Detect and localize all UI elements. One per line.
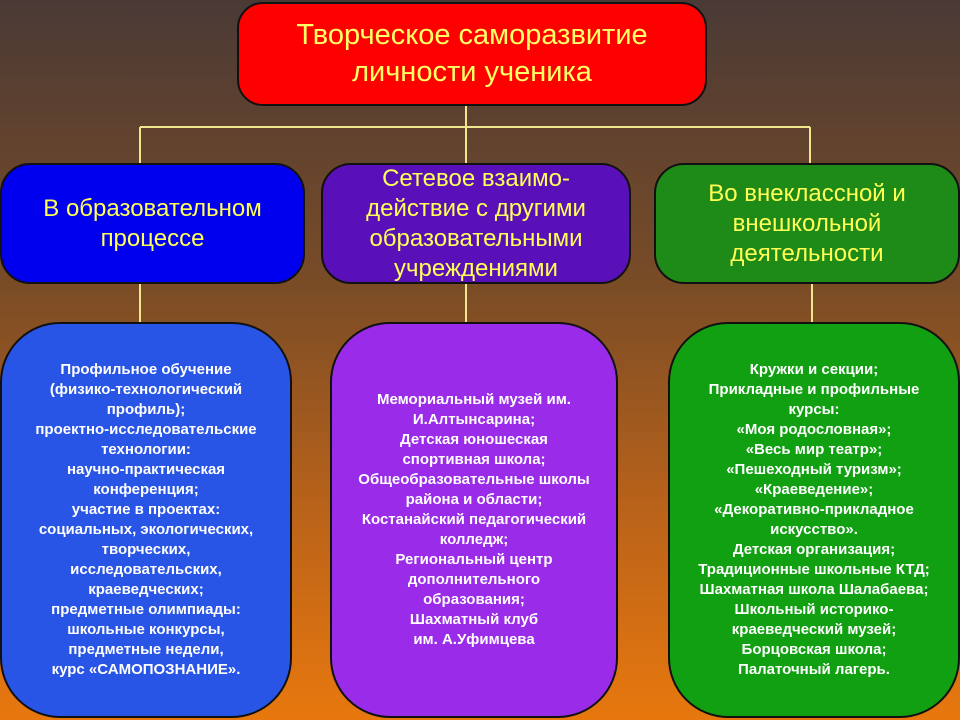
- root-node: [237, 2, 707, 106]
- branch-heading: Сетевое взаимо- действие с другими образовательными учреждениями: [366, 164, 586, 282]
- branch-node-extracurricular: [654, 163, 960, 284]
- branch-node-education-process: [0, 163, 305, 284]
- branch-node-network-interaction: [321, 163, 631, 284]
- detail-node-education-process: [0, 322, 292, 718]
- detail-list: Профильное обучение (физико-технологический профиль); проектно-исследовательские технологии: научно-практическая конференция; участие в проектах: социальных, экологических, творческих, исследовательских, краеведческих; предметные олимпиады: школьные конкурсы, предметные недели, курс «САМОПОЗНАНИЕ».: [35, 361, 257, 678]
- branch-heading: Во внеклассной и внешкольной деятельности: [708, 179, 906, 267]
- detail-list: Кружки и секции; Прикладные и профильные курсы: «Моя родословная»; «Весь мир театр»; «Пешеходный туризм»; «Краеведение»; «Декоративно-прикладное искусство». Детская организация; Традиционные школьные КТД; Шахматная школа Шалабаева; Школьный историко- краеведческий музей; Борцовская школа; Палаточный лагерь.: [698, 361, 930, 678]
- branch-heading: В образовательном процессе: [43, 194, 262, 252]
- detail-node-network-interaction: [330, 322, 618, 718]
- root-title: Творческое саморазвитие личности ученика: [296, 19, 648, 88]
- detail-list: Мемориальный музей им. И.Алтынсарина; Детская юношеская спортивная школа; Общеобразовательные школы района и области; Костанайский педагогический колледж; Региональный центр дополнительного образования; Шахматный клуб им. А.Уфимцева: [358, 391, 590, 648]
- detail-node-extracurricular: [668, 322, 960, 718]
